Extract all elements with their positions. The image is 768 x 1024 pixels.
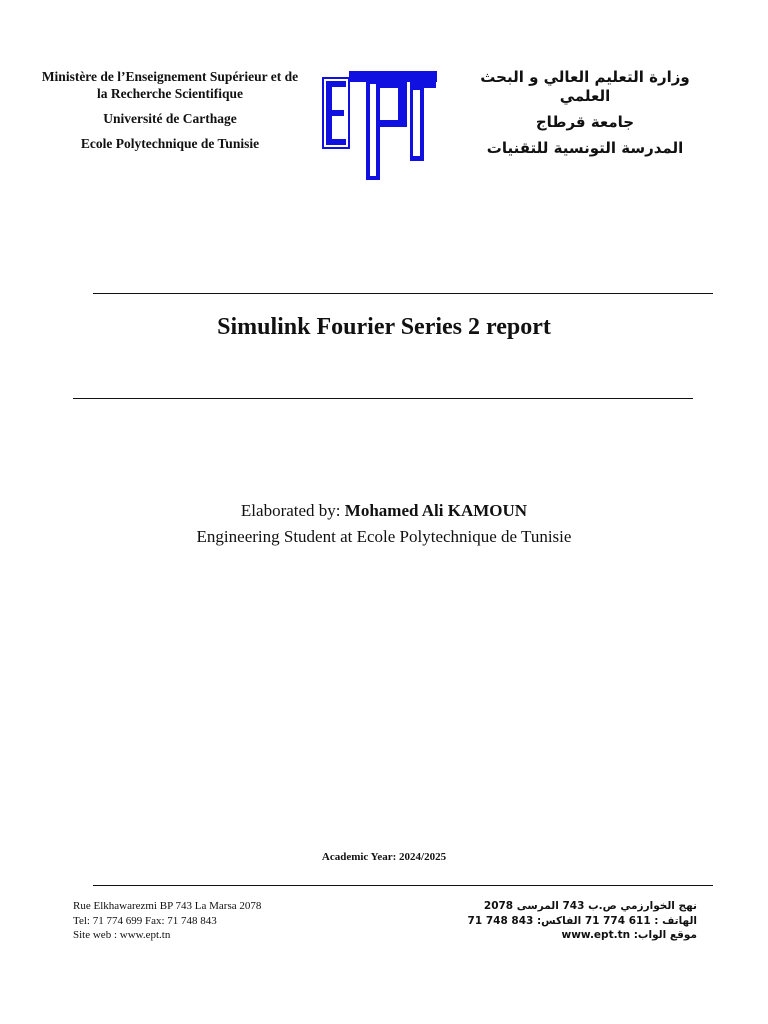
author-name: Mohamed Ali KAMOUN [344,501,528,520]
footer-right [430,899,697,943]
footer-rule [93,885,713,886]
author-block [0,498,768,550]
author-prefix: Elaborated by: [240,501,341,520]
university-ar: جامعة قرطاج [535,113,635,131]
academic-year: Academic Year: 2024/2025 [321,851,447,863]
footer-address-fr: Rue Elkhawarezmi BP 743 La Marsa 2078 [73,900,262,912]
footer-phone-fr: Tel: 71 774 699 Fax: 71 748 843 [73,914,217,927]
ministry-ar: وزارة التعليم العالي و البحث العلمي [480,68,690,105]
footer-left [73,899,261,943]
footer-web-ar: موقع الواب: www.ept.tn [561,929,697,941]
school-ar: المدرسة التونسية للتقنيات [486,139,684,157]
header-right [455,68,715,165]
page-title: Simulink Fourier Series 2 report [217,314,551,340]
title-top-rule [93,293,713,294]
school-fr: Ecole Polytechnique de Tunisie [80,136,260,151]
title-bottom-rule [73,398,693,399]
footer-web-fr: Site web : www.ept.tn [73,929,171,941]
ministry-fr: Ministère de l’Enseignement Supérieur et de la Recherche Scientifique [41,69,299,101]
header-left [40,68,300,160]
author-role: Engineering Student at Ecole Polytechnique de Tunisie [196,527,572,546]
footer-address-ar: نهج الخوارزمي ص.ب 743 المرسى 2078 [483,900,697,912]
footer-phone-ar: الهاتف : 611 774 71 الفاكس: 843 748 71 [467,914,697,927]
university-fr: Université de Carthage [103,111,237,126]
ept-logo-icon [322,70,438,182]
